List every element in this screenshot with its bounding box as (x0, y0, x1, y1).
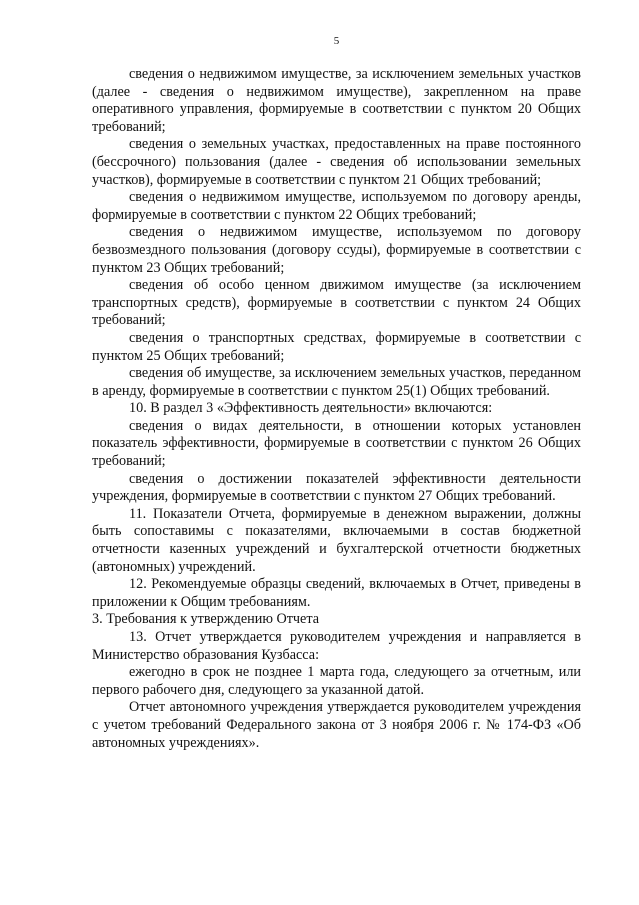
paragraph-item-10: 10. В раздел 3 «Эффективность деятельности» включаются: (129, 400, 493, 417)
paragraph-annual-deadline: ежегодно в срок не позднее 1 марта года, следующего за отчетным, или первого рабочего дня, следующего за указанной датой. (92, 664, 581, 698)
paragraph-land-plots: сведения о земельных участках, предоставленных на праве постоянного (бессрочного) пользования (далее - сведения об использовании земельных участков), формируемые в соответствии с пунктом 21 Общих требований; (92, 136, 581, 188)
document-body (92, 66, 581, 752)
paragraph-item-11: 11. Показатели Отчета, формируемые в денежном выражении, должны быть сопоставимы с показателями, включаемыми в состав бюджетной отчетности казенных учреждений и бухгалтерской отчетности бюджетных (автономных) учреждений. (92, 505, 581, 575)
section-title: 3. Требования к утверждению Отчета (92, 611, 320, 628)
paragraph-activity-types: сведения о видах деятельности, в отношении которых установлен показатель эффективности, формируемые в соответствии с пунктом 26 Общих требований; (92, 417, 581, 470)
paragraph-real-estate-operational-management: сведения о недвижимом имуществе, за исключением земельных участков (далее - сведения о недвижимом имуществе), закрепленном на праве оперативного управления, формируемые в соответствии с пунктом 20 Общих требований; (92, 66, 581, 135)
paragraph-efficiency-indicators: сведения о достижении показателей эффективности деятельности учреждения, формируемые в соответствии с пунктом 27 Общих требований. (92, 470, 581, 505)
paragraph-valuable-movable-property: сведения об особо ценном движимом имуществе (за исключением транспортных средств), формируемые в соответствии с пунктом 24 Общих требований; (92, 277, 581, 329)
paragraph-rented-real-estate: сведения о недвижимом имуществе, используемом по договору аренды, формируемые в соответствии с пунктом 22 Общих требований; (92, 189, 581, 223)
paragraph-item-13: 13. Отчет утверждается руководителем учреждения и направляется в Министерство образования Кузбасса: (92, 629, 581, 663)
paragraph-leased-property: сведения об имуществе, за исключением земельных участков, переданном в аренду, формируемые в соответствии с пунктом 25(1) Общих требований. (92, 365, 581, 399)
paragraph-free-use-real-estate: сведения о недвижимом имуществе, используемом по договору безвозмездного пользования (договору ссуды), формируемые в соответствии с пунктом 23 Общих требований; (92, 224, 581, 276)
page-number: 5 (333, 35, 340, 47)
paragraph-autonomous-institution: Отчет автономного учреждения утверждается руководителем учреждения с учетом требований Федерального закона от 3 ноября 2006 г. № 174-ФЗ «Об автономных учреждениях». (92, 699, 581, 751)
paragraph-item-12: 12. Рекомендуемые образцы сведений, включаемых в Отчет, приведены в приложении к Общим требованиям. (92, 576, 581, 610)
paragraph-vehicles: сведения о транспортных средствах, формируемые в соответствии с пунктом 25 Общих требований; (92, 329, 581, 364)
